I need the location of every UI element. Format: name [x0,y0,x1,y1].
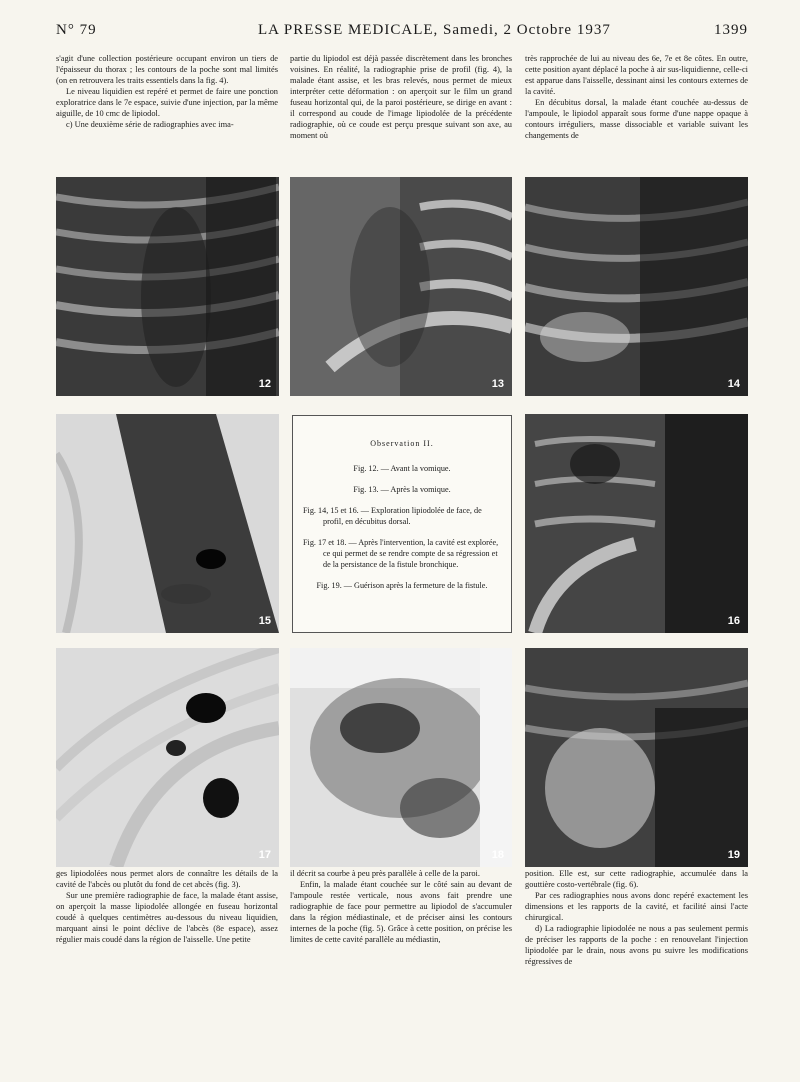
legend-title: Observation II. [370,439,434,448]
paragraph: Par ces radiographies nous avons donc repéré exactement les dimensions et les rapports de la cavité, et facilité ainsi l'acte chirurgical. [525,891,748,922]
paragraph: s'agit d'une collection postérieure occupant environ un tiers de l'épaisseur du thorax ; les contours de la poche sont mal limités (on en retrouvera les traits essentiels dans la fig. 4). [56,54,278,85]
paragraph: partie du lipiodol est déjà passée discrètement dans les bronches voisines. En réalité, la radiographie prise de profil (fig. 4), la malade étant assise, et les bras relevés, nous permet de mieux interpréter cette déformation : on aperçoit sur le film un grand fuseau horizontal qui, de la paroi postérieure, se dirige en avant : il correspond au coude de l'image lipiodolée de la précédente radiographie, où ce coude est perçu presque suivant son axe, au moment où [290,54,512,140]
paragraph: ges lipiodolées nous permet alors de connaître les détails de la cavité de l'abcès ou plutôt du fond de cet abcès (fig. 3). [56,869,278,889]
top-column-1 [56,53,278,153]
legend-item: Fig. 17 et 18. — Après l'intervention, la cavité est explorée, ce qui permet de se rendre compte de sa régression et de la persistance de la fistule bronchique. [303,538,499,569]
legend-item: Fig. 19. — Guérison après la fermeture de la fistule. [316,581,488,590]
bottom-column-2 [290,868,512,1033]
top-column-2 [290,53,512,153]
radiograph-figure-19 [525,648,748,867]
figure-label: 19 [727,849,740,861]
radiograph-figure-13 [290,177,512,396]
issue-number: N° 79 [56,22,97,38]
figure-legend-box [292,415,512,633]
figure-label: 17 [258,849,271,861]
paragraph: Sur une première radiographie de face, la malade étant assise, on aperçoit la masse lipiodolée allongée en fuseau horizontal coudé à quelques centimètres au-dessous du niveau liquidien, marquant ainsi le point déclive de l'abcès (8e espace), assez régulier mais coudé dans la région de l'aisselle. Une petite [56,891,278,944]
paragraph: position. Elle est, sur cette radiographie, accumulée dans la gouttière costo-vertébrale (fig. 6). [525,869,748,889]
figure-label: 16 [727,615,740,627]
legend-item: Fig. 14, 15 et 16. — Exploration lipiodolée de face, de profil, en décubitus dorsal. [303,506,482,526]
paragraph: En décubitus dorsal, la malade étant couchée au-dessus de l'ampoule, le lipiodol apparaît sous forme d'une nappe opaque à contours irréguliers, masse dissociable et variable suivant les changements de [525,98,748,140]
figure-label: 14 [727,378,740,390]
bottom-column-1 [56,868,278,1033]
paragraph: il décrit sa courbe à peu près parallèle à celle de la paroi. [290,869,480,878]
paragraph: Le niveau liquidien est repéré et permet de faire une ponction exploratrice dans le 7e espace, suivie d'une injection, par la même aiguille, de 10 cmc de lipiodol. [56,87,278,118]
bottom-column-3 [525,868,748,1033]
legend-item: Fig. 13. — Après la vomique. [353,485,451,494]
figure-label: 12 [258,378,271,390]
radiograph-figure-14 [525,177,748,396]
paragraph: très rapprochée de lui au niveau des 6e, 7e et 8e côtes. En outre, cette position ayant déplacé la poche à air sus-liquidienne, celle-ci est apparue dans l'aisselle, dessinant ainsi les contours externes de la cavité. [525,54,748,96]
radiograph-figure-17 [56,648,279,867]
radiograph-figure-16 [525,414,748,633]
radiograph-figure-15 [56,414,279,633]
radiograph-figure-12 [56,177,279,396]
legend-item: Fig. 12. — Avant la vomique. [353,464,451,473]
figure-label: 13 [491,378,504,390]
paragraph: Enfin, la malade étant couchée sur le côté sain au devant de l'ampoule restée verticale, nous avons fait prendre une radiographie de face pour permettre au lipiodol de s'accumuler dans la région médiastinale, et de préciser ainsi les contours internes de la poche (fig. 5). Grâce à cette position, on précise les limites de cette cavité parallèle au médiastin, [290,880,512,944]
journal-title: LA PRESSE MEDICALE, Samedi, 2 Octobre 1937 [258,22,611,38]
paragraph: c) Une deuxième série de radiographies avec ima- [66,120,234,129]
radiograph-figure-18 [290,648,512,867]
paragraph: d) La radiographie lipiodolée ne nous a pas seulement permis de préciser les rapports de la poche : en renouvelant l'injection lipiodolée par le drain, nous avons pu suivre les modifications régressives de [525,924,748,966]
page-number: 1399 [714,22,748,38]
figure-label: 15 [258,615,271,627]
figure-label: 18 [491,849,504,861]
top-column-3 [525,53,748,153]
page-header [56,22,748,46]
